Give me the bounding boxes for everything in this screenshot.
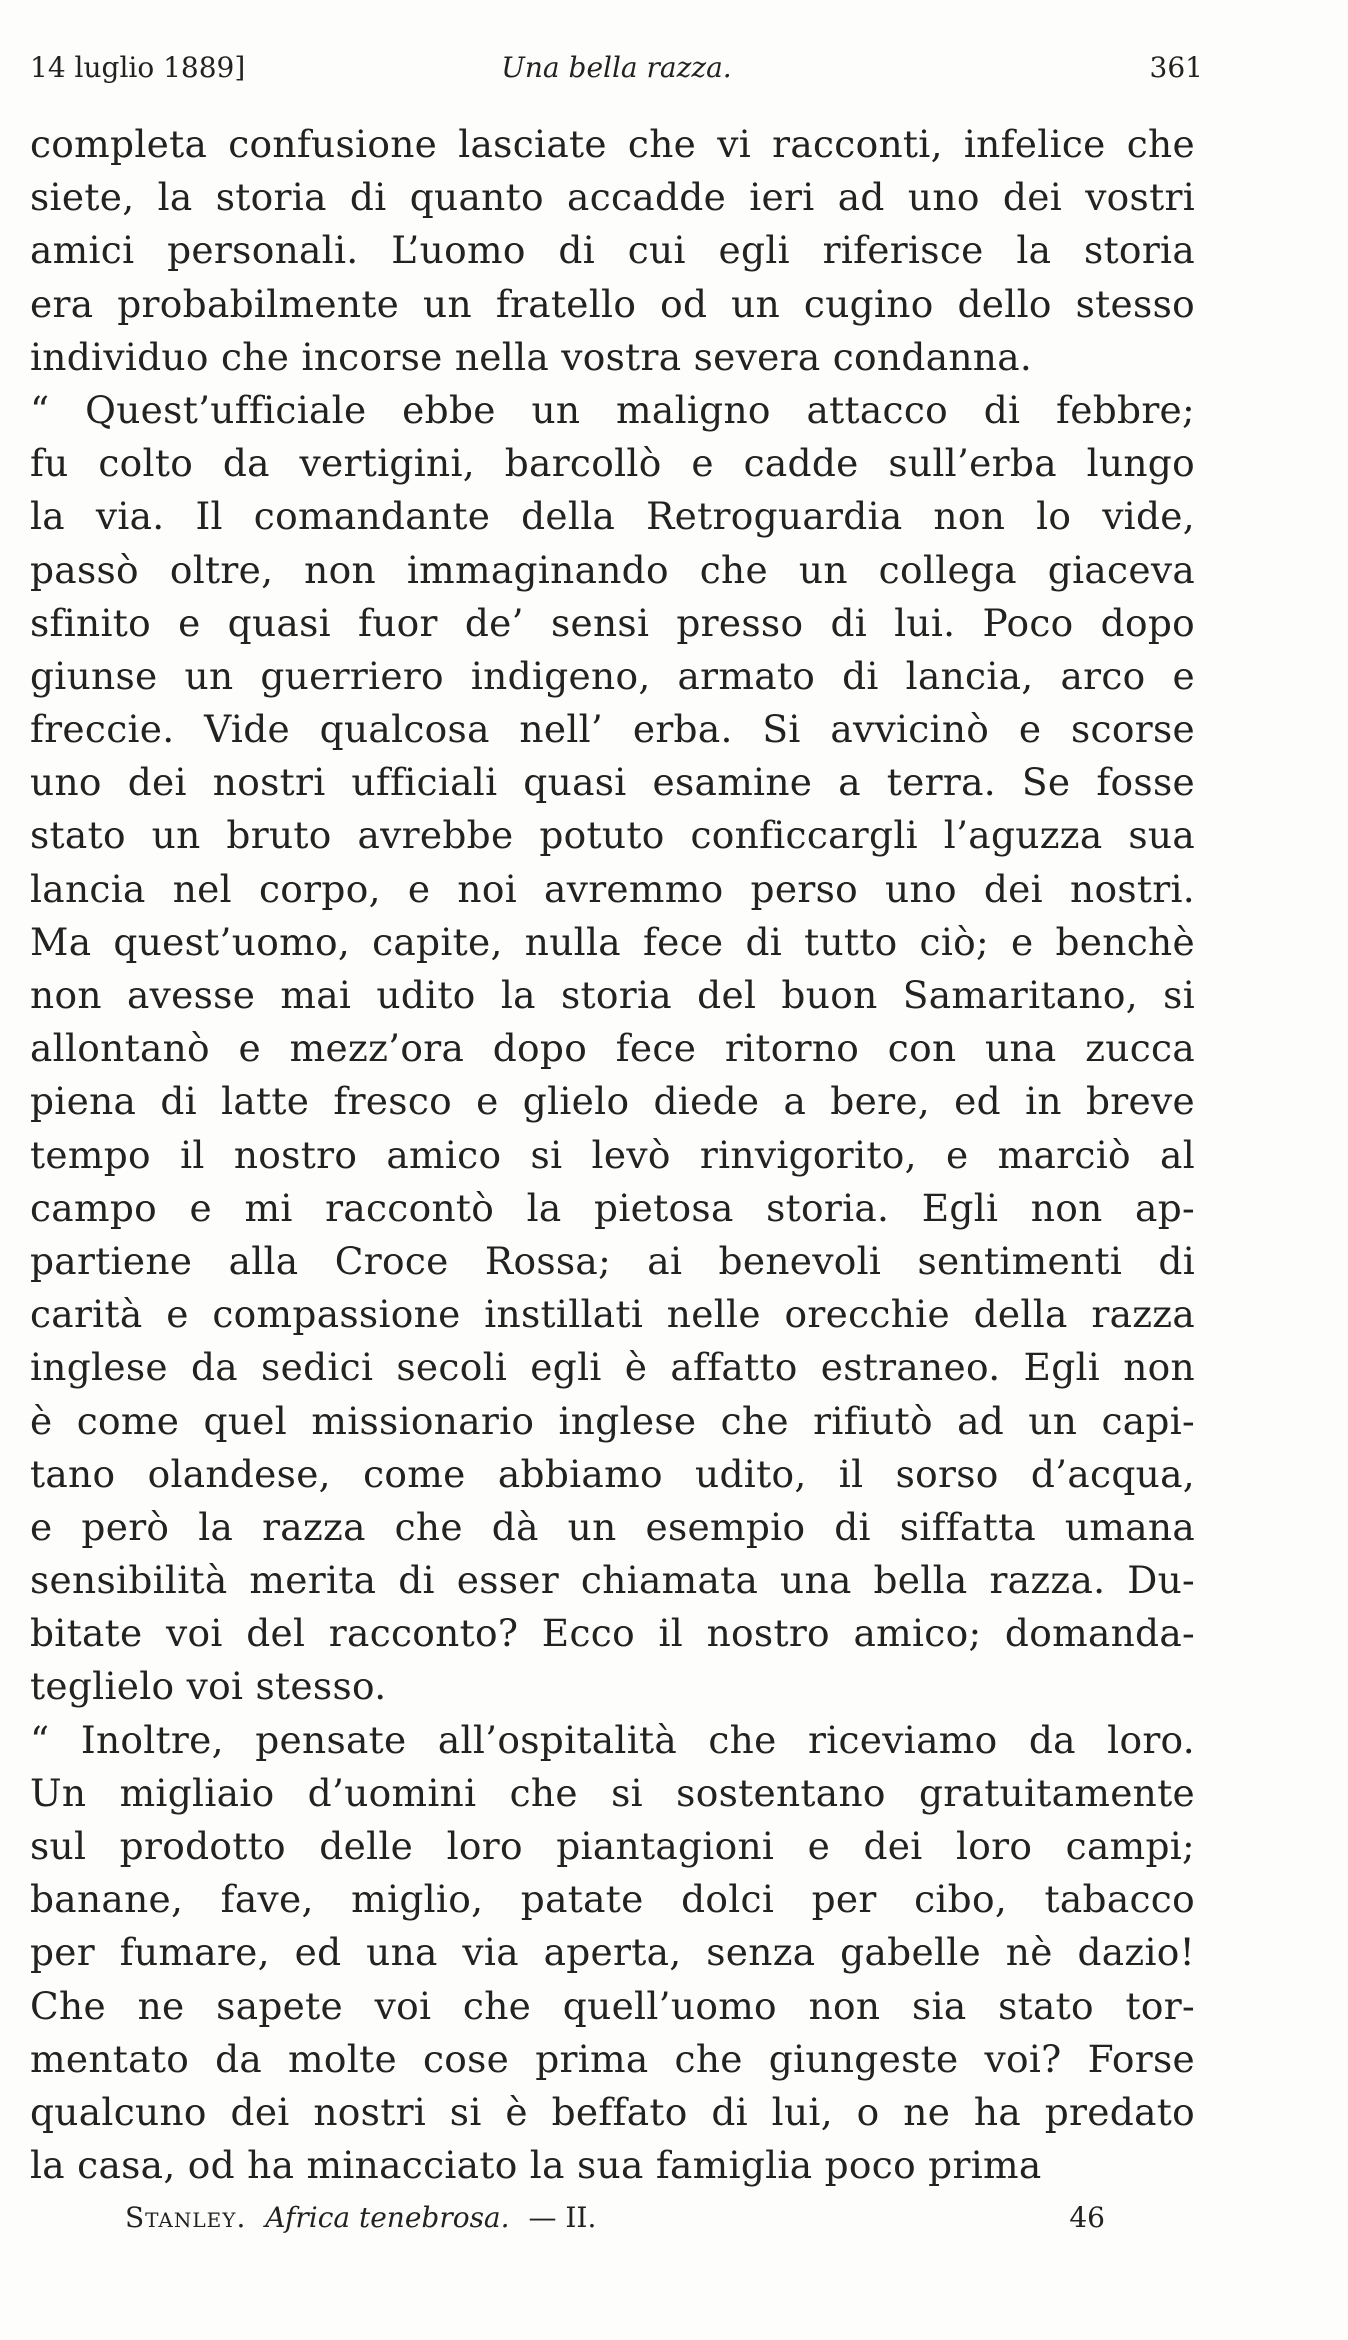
text-line: bitate voi del racconto? Ecco il nostro amico; domanda- (30, 1611, 1195, 1656)
text-line: tempo il nostro amico si levò rinvigorito, e marciò al (30, 1132, 1195, 1177)
text-line: amici personali. L’uomo di cui egli riferisce la storia (30, 228, 1195, 273)
text-line: sensibilità merita di esser chiamata una bella razza. Du- (30, 1558, 1195, 1603)
text-line: campo e mi raccontò la pietosa storia. Egli non ap- (30, 1185, 1195, 1230)
text-line: Che ne sapete voi che quell’uomo non sia stato tor- (30, 1983, 1195, 2028)
text-line: partiene alla Croce Rossa; ai benevoli sentimenti di (30, 1238, 1195, 1283)
text-line: tano olandese, come abbiamo udito, il sorso d’acqua, (30, 1451, 1195, 1496)
text-line: stato un bruto avrebbe potuto conficcargli l’aguzza sua (30, 813, 1195, 858)
text-line: Ma quest’uomo, capite, nulla fece di tutto ciò; e benchè (30, 919, 1195, 964)
running-header (30, 48, 1203, 88)
text-line: e però la razza che dà un esempio di siffatta umana (30, 1504, 1195, 1549)
text-line: freccie. Vide qualcosa nell’ erba. Si avvicinò e scorse (30, 707, 1195, 752)
text-line: lancia nel corpo, e noi avremmo perso uno dei nostri. (30, 866, 1195, 911)
text-line: per fumare, ed una via aperta, senza gabelle nè dazio! (30, 1930, 1195, 1975)
text-line: carità e compassione instillati nelle orecchie della razza (30, 1292, 1195, 1337)
signature-number: 46 (1069, 2201, 1105, 2234)
text-line: banane, fave, miglio, patate dolci per cibo, tabacco (30, 1877, 1195, 1922)
page-footer (125, 2198, 1105, 2238)
text-line: passò oltre, non immaginando che un collega giaceva (30, 547, 1195, 592)
text-line: Un migliaio d’uomini che si sostentano gratuitamente (30, 1770, 1195, 1815)
text-line: uno dei nostri ufficiali quasi esamine a terra. Se fosse (30, 760, 1195, 805)
body-text (30, 118, 1195, 2192)
footer-volume: — II. (528, 2201, 597, 2234)
page-number: 361 (1149, 51, 1203, 84)
text-line: completa confusione lasciate che vi racconti, infelice che (30, 122, 1195, 166)
text-line: non avesse mai udito la storia del buon Samaritano, si (30, 973, 1195, 1017)
header-title: Una bella razza. (501, 51, 732, 84)
footer-author: Stanley. (125, 2201, 247, 2234)
text-line: fu colto da vertigini, barcollò e cadde sull’erba lungo (30, 441, 1195, 486)
text-line: la via. Il comandante della Retroguardia non lo vide, (30, 494, 1195, 539)
footer-signature (125, 2198, 596, 2238)
text-line: giunse un guerriero indigeno, armato di lancia, arco e (30, 653, 1195, 698)
text-line: individuo che incorse nella vostra severa condanna. (30, 334, 1033, 379)
text-line: teglielo voi stesso. (30, 1664, 387, 1709)
text-line: siete, la storia di quanto accadde ieri ad uno dei vostri (30, 175, 1195, 220)
text-line: mentato da molte cose prima che giungeste voi? Forse (30, 2036, 1195, 2081)
header-date: 14 luglio 1889] (30, 51, 246, 84)
text-line: la casa, od ha minacciato la sua famiglia poco prima (30, 2143, 1042, 2188)
text-line: sul prodotto delle loro piantagioni e dei loro campi; (30, 1824, 1195, 1868)
text-line: inglese da sedici secoli egli è affatto estraneo. Egli non (30, 1345, 1195, 1390)
text-line: qualcuno dei nostri si è beffato di lui, o ne ha predato (30, 2089, 1195, 2134)
text-line: “ Quest’ufficiale ebbe un maligno attacco di febbre; (30, 387, 1195, 432)
text-line: piena di latte fresco e glielo diede a bere, ed in breve (30, 1079, 1195, 1124)
text-line: sfinito e quasi fuor de’ sensi presso di lui. Poco dopo (30, 600, 1195, 645)
text-line: è come quel missionario inglese che rifiutò ad un capi- (30, 1398, 1195, 1443)
text-line: era probabilmente un fratello od un cugino dello stesso (30, 281, 1195, 326)
text-line: “ Inoltre, pensate all’ospitalità che riceviamo da loro. (30, 1717, 1195, 1762)
text-line: allontanò e mezz’ora dopo fece ritorno con una zucca (30, 1026, 1195, 1071)
footer-work: Africa tenebrosa. (265, 2201, 510, 2234)
